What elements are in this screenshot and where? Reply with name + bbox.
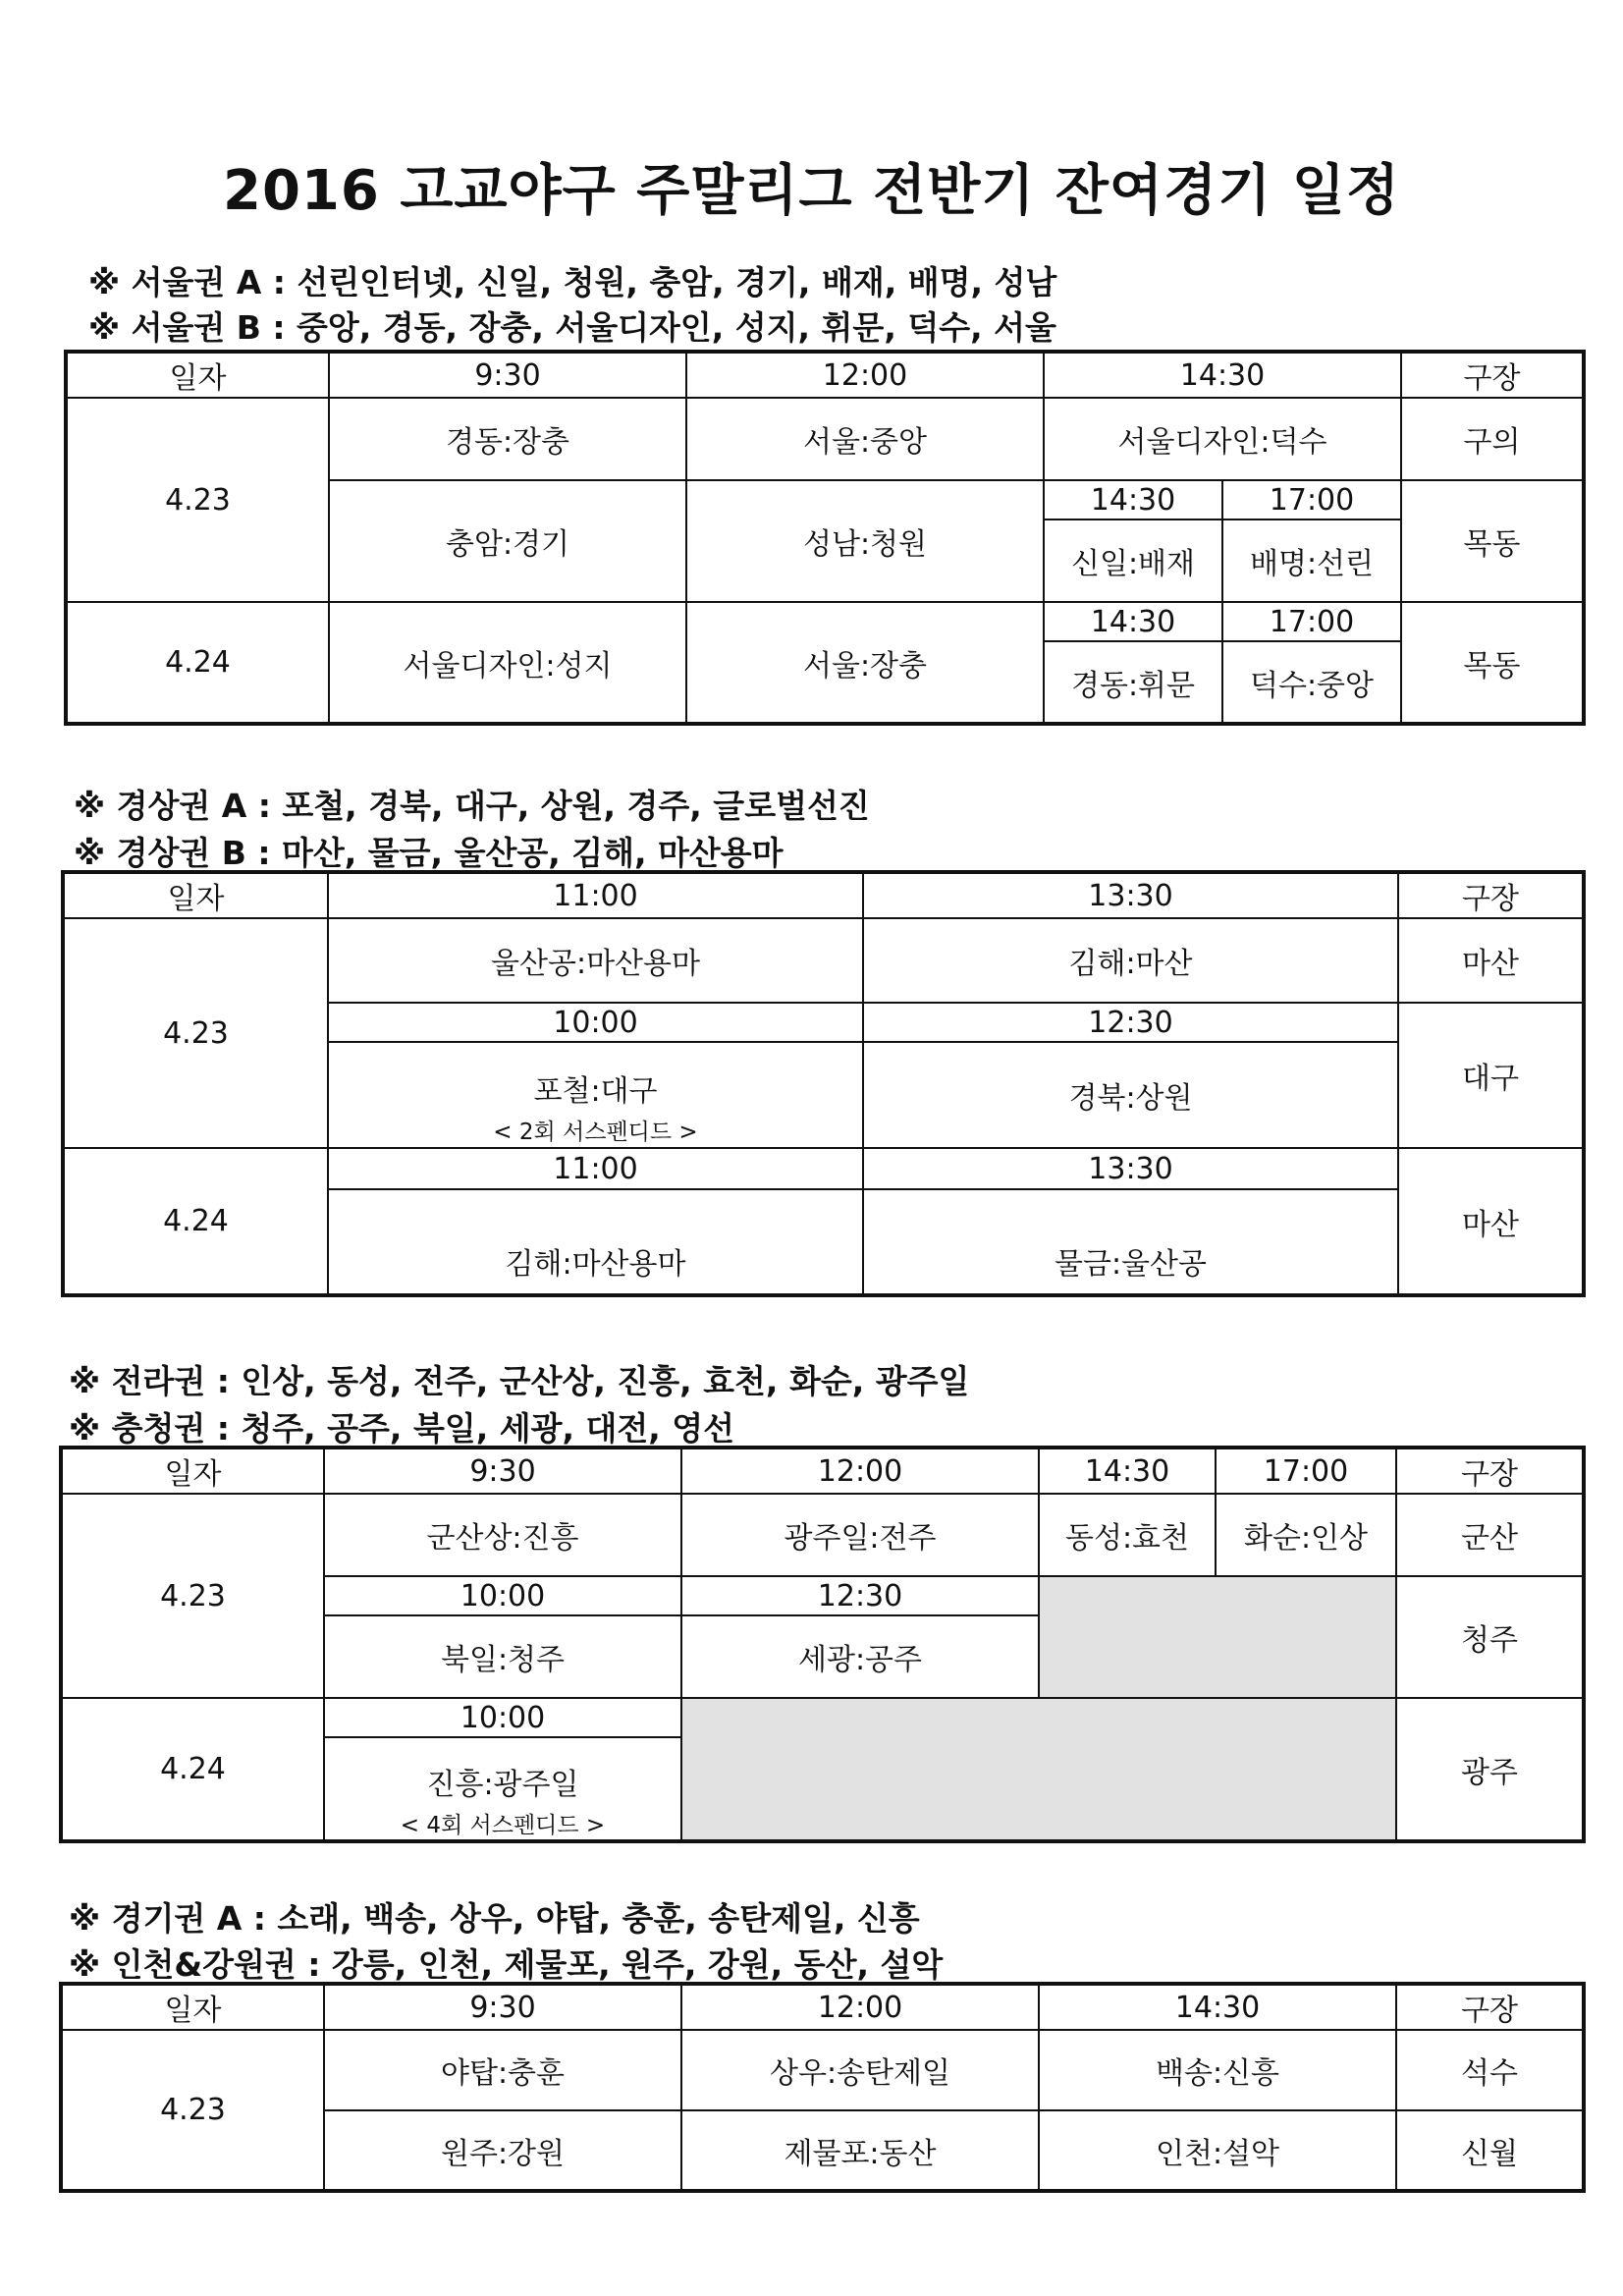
time-cell: 10:00 bbox=[324, 1576, 681, 1615]
col-header-time: 14:30 bbox=[1039, 1448, 1216, 1494]
incheon-gangwon-note: ※ 인천&강원권 : 강릉, 인천, 제물포, 원주, 강원, 동산, 설악 bbox=[69, 1945, 944, 1984]
seoul-b-note: ※ 서울권 B : 중앙, 경동, 장충, 서울디자인, 성지, 휘문, 덕수, 서울 bbox=[88, 308, 1056, 347]
date-cell: 4.23 bbox=[61, 1494, 324, 1698]
col-header-time: 14:30 bbox=[1039, 1984, 1396, 2030]
game-label: 포철:대구 bbox=[533, 1073, 658, 1109]
venue-cell: 대구 bbox=[1398, 1003, 1584, 1148]
game-cell: 울산공:마산용마 bbox=[328, 918, 863, 1003]
table-row bbox=[63, 1148, 1584, 1189]
time-cell: 11:00 bbox=[328, 1148, 863, 1189]
game-cell: 경동:휘문 bbox=[1044, 641, 1222, 724]
table-row bbox=[61, 1698, 1584, 1737]
game-cell: 화순:인상 bbox=[1216, 1494, 1396, 1576]
game-cell: 인천:설악 bbox=[1039, 2110, 1396, 2191]
col-header-date: 일자 bbox=[66, 352, 329, 398]
col-header-time: 13:30 bbox=[863, 872, 1398, 918]
date-cell: 4.23 bbox=[63, 918, 328, 1148]
col-header-venue: 구장 bbox=[1396, 1448, 1584, 1494]
table-header-row bbox=[61, 1984, 1584, 2030]
col-header-date: 일자 bbox=[63, 872, 328, 918]
page-title: 2016 고교야구 주말리그 전반기 잔여경기 일정 bbox=[223, 159, 1400, 223]
table-header-row bbox=[61, 1448, 1584, 1494]
col-header-date: 일자 bbox=[61, 1448, 324, 1494]
game-cell: 서울디자인:성지 bbox=[329, 602, 686, 724]
col-header-date: 일자 bbox=[61, 1984, 324, 2030]
jeolla-schedule-table bbox=[59, 1446, 1586, 1843]
game-cell bbox=[324, 1737, 681, 1841]
date-cell: 4.24 bbox=[66, 602, 329, 724]
col-header-time: 17:00 bbox=[1216, 1448, 1396, 1494]
venue-cell: 목동 bbox=[1401, 480, 1584, 602]
gyeonggi-note: ※ 경기권 A : 소래, 백송, 상우, 야탑, 충훈, 송탄제일, 신흥 bbox=[69, 1899, 920, 1938]
col-header-time: 9:30 bbox=[324, 1984, 681, 2030]
game-cell: 제물포:동산 bbox=[681, 2110, 1039, 2191]
game-cell: 상우:송탄제일 bbox=[681, 2030, 1039, 2110]
game-cell: 원주:강원 bbox=[324, 2110, 681, 2191]
suspended-note: < 4회 서스펜디드 > bbox=[400, 1813, 606, 1838]
game-cell: 서울:중앙 bbox=[686, 398, 1044, 480]
table-header-row bbox=[66, 352, 1584, 398]
game-cell: 야탑:충훈 bbox=[324, 2030, 681, 2110]
col-header-venue: 구장 bbox=[1398, 872, 1584, 918]
game-cell: 김해:마산용마 bbox=[328, 1189, 863, 1295]
game-cell: 백송:신흥 bbox=[1039, 2030, 1396, 2110]
game-cell: 군산상:진흥 bbox=[324, 1494, 681, 1576]
time-cell: 14:30 bbox=[1044, 480, 1222, 519]
time-cell: 10:00 bbox=[328, 1003, 863, 1042]
game-label: 진흥:광주일 bbox=[426, 1768, 579, 1802]
time-cell: 17:00 bbox=[1222, 480, 1401, 519]
table-row bbox=[63, 918, 1584, 1003]
game-cell: 덕수:중앙 bbox=[1222, 641, 1401, 724]
time-cell: 12:30 bbox=[863, 1003, 1398, 1042]
seoul-a-note: ※ 서울권 A : 선린인터넷, 신일, 청원, 충암, 경기, 배재, 배명, 성남 bbox=[88, 263, 1057, 301]
time-cell: 13:30 bbox=[863, 1148, 1398, 1189]
venue-cell: 마산 bbox=[1398, 1148, 1584, 1295]
game-cell: 세광:공주 bbox=[681, 1615, 1039, 1698]
game-cell: 경동:장충 bbox=[329, 398, 686, 480]
gyeonggi-schedule-table bbox=[59, 1982, 1586, 2193]
table-row bbox=[61, 2030, 1584, 2110]
time-cell: 10:00 bbox=[324, 1698, 681, 1737]
col-header-time: 12:00 bbox=[681, 1448, 1039, 1494]
table-row bbox=[66, 398, 1584, 480]
game-cell: 충암:경기 bbox=[329, 480, 686, 602]
game-cell: 북일:청주 bbox=[324, 1615, 681, 1698]
empty-slot bbox=[681, 1698, 1396, 1841]
game-cell: 광주일:전주 bbox=[681, 1494, 1039, 1576]
empty-slot bbox=[1039, 1576, 1396, 1698]
gyeongsang-b-note: ※ 경상권 B : 마산, 물금, 울산공, 김해, 마산용마 bbox=[74, 834, 784, 872]
game-cell: 신일:배재 bbox=[1044, 519, 1222, 602]
date-cell: 4.23 bbox=[66, 398, 329, 602]
chungcheong-note: ※ 충청권 : 청주, 공주, 북일, 세광, 대전, 영선 bbox=[69, 1409, 735, 1448]
seoul-schedule-table bbox=[64, 350, 1586, 726]
col-header-time: 9:30 bbox=[324, 1448, 681, 1494]
table-header-row bbox=[63, 872, 1584, 918]
venue-cell: 광주 bbox=[1396, 1698, 1584, 1841]
time-cell: 14:30 bbox=[1044, 602, 1222, 641]
suspended-note: < 2회 서스펜디드 > bbox=[493, 1119, 698, 1145]
venue-cell: 목동 bbox=[1401, 602, 1584, 724]
venue-cell: 석수 bbox=[1396, 2030, 1584, 2110]
game-cell: 경북:상원 bbox=[863, 1042, 1398, 1148]
venue-cell: 마산 bbox=[1398, 918, 1584, 1003]
venue-cell: 신월 bbox=[1396, 2110, 1584, 2191]
game-cell: 서울디자인:덕수 bbox=[1044, 398, 1401, 480]
col-header-time: 11:00 bbox=[328, 872, 863, 918]
game-cell: 서울:장충 bbox=[686, 602, 1044, 724]
col-header-venue: 구장 bbox=[1401, 352, 1584, 398]
game-cell bbox=[328, 1042, 863, 1148]
game-cell: 물금:울산공 bbox=[863, 1189, 1398, 1295]
game-cell: 배명:선린 bbox=[1222, 519, 1401, 602]
venue-cell: 청주 bbox=[1396, 1576, 1584, 1698]
venue-cell: 군산 bbox=[1396, 1494, 1584, 1576]
col-header-time: 14:30 bbox=[1044, 352, 1401, 398]
table-row bbox=[61, 1494, 1584, 1576]
date-cell: 4.24 bbox=[63, 1148, 328, 1295]
game-cell: 김해:마산 bbox=[863, 918, 1398, 1003]
jeolla-note: ※ 전라권 : 인상, 동성, 전주, 군산상, 진흥, 효천, 화순, 광주일 bbox=[69, 1362, 970, 1400]
date-cell: 4.23 bbox=[61, 2030, 324, 2191]
date-cell: 4.24 bbox=[61, 1698, 324, 1841]
gyeongsang-a-note: ※ 경상권 A : 포철, 경북, 대구, 상원, 경주, 글로벌선진 bbox=[74, 787, 870, 825]
col-header-time: 12:00 bbox=[686, 352, 1044, 398]
col-header-time: 9:30 bbox=[329, 352, 686, 398]
game-cell: 동성:효천 bbox=[1039, 1494, 1216, 1576]
table-row bbox=[66, 602, 1584, 641]
time-cell: 12:30 bbox=[681, 1576, 1039, 1615]
game-cell: 성남:청원 bbox=[686, 480, 1044, 602]
col-header-time: 12:00 bbox=[681, 1984, 1039, 2030]
time-cell: 17:00 bbox=[1222, 602, 1401, 641]
gyeongsang-schedule-table bbox=[61, 870, 1586, 1297]
col-header-venue: 구장 bbox=[1396, 1984, 1584, 2030]
venue-cell: 구의 bbox=[1401, 398, 1584, 480]
